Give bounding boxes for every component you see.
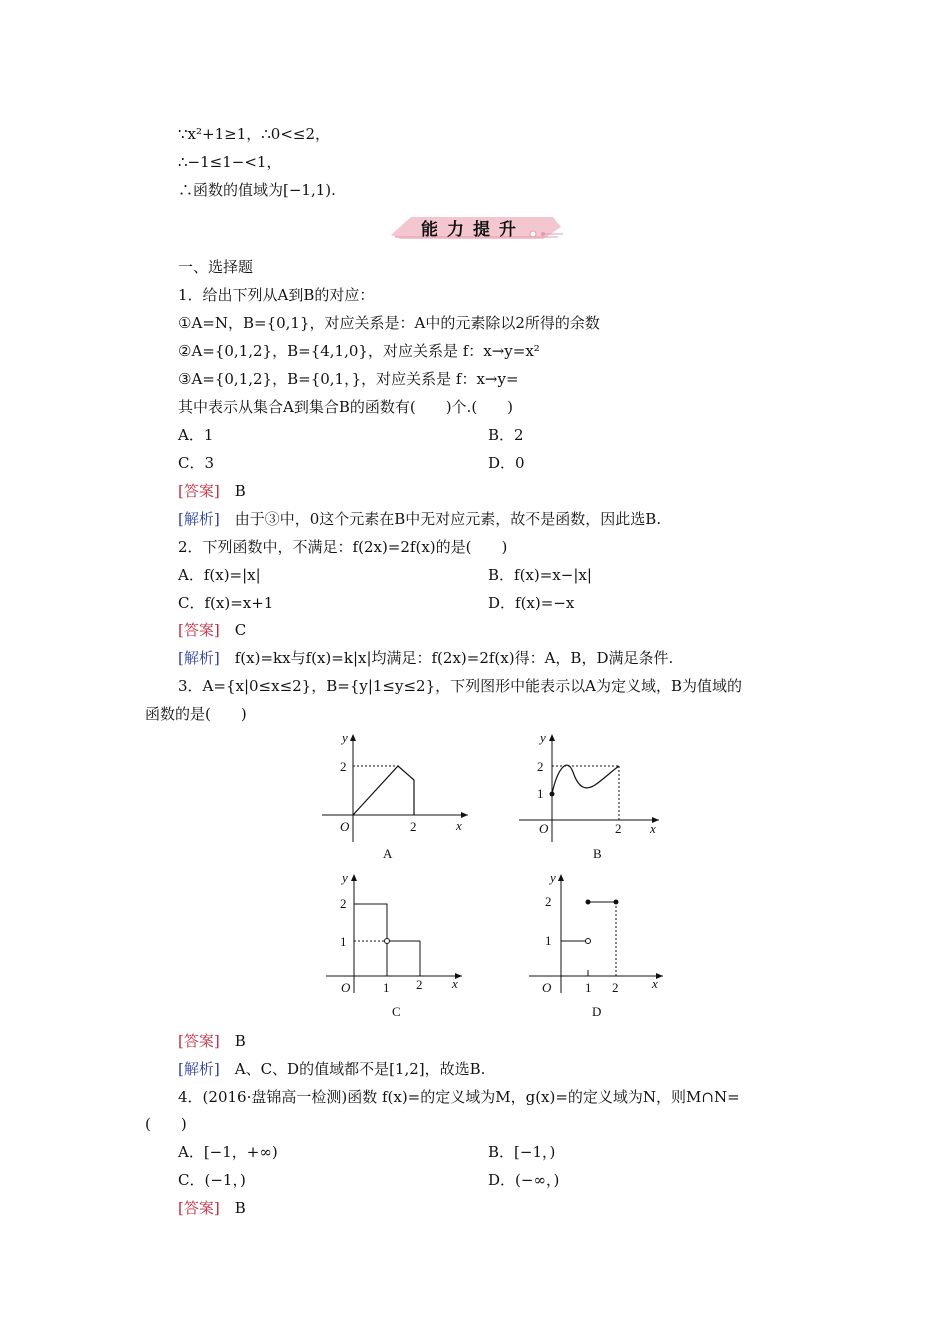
q1-answer: B: [234, 482, 246, 500]
closed-dot: [586, 900, 591, 905]
graph-a-curve: [353, 766, 414, 815]
answer-tag: [答案]: [178, 1199, 220, 1217]
axis-y-label: y: [540, 730, 546, 745]
closed-dot: [550, 792, 555, 797]
q2-analysis-line: [178, 648, 673, 668]
tick-x-1: 1: [585, 980, 592, 995]
tick-y-2: 2: [340, 759, 347, 774]
axis-y-label: y: [550, 870, 556, 885]
q2-answer: C: [234, 621, 247, 639]
graph-c-step-1: [354, 904, 387, 976]
q4-answer-line: [178, 1198, 246, 1218]
section-banner: [383, 213, 563, 243]
q2-option-c: C．f(x)=x+1: [178, 594, 274, 612]
q1-condition-1: ①A=N，B={0,1}，对应关系是：A中的元素除以2所得的余数: [178, 314, 600, 332]
analysis-tag: [解析]: [178, 649, 220, 667]
graph-d-label: D: [592, 1004, 602, 1019]
q4-option-b: B．[−1，): [488, 1143, 556, 1161]
tick-x-2: 2: [612, 980, 619, 995]
graph-a: [318, 730, 478, 865]
answer-tag: [答案]: [178, 1032, 220, 1050]
graph-d: [525, 868, 675, 1020]
q4-option-c: C．(−1，): [178, 1171, 246, 1189]
q4-option-d: D．(−∞，): [488, 1171, 560, 1189]
analysis-tag: [解析]: [178, 1060, 220, 1078]
tick-x-2: 2: [615, 821, 622, 836]
tick-y-1: 1: [537, 786, 544, 801]
q3-stem-line-2: 函数的是( ): [145, 705, 247, 723]
q2-option-d: D．f(x)=−x: [488, 594, 575, 612]
q2-analysis: f(x)=kx与f(x)=k|x|均满足：f(2x)=2f(x)得：A，B，D满足条件.: [234, 649, 674, 667]
q1-stem: 1．给出下列从A到B的对应：: [178, 286, 375, 304]
solution-line-3: ∴函数的值域为[−1,1).: [178, 181, 336, 199]
origin-label: O: [542, 980, 552, 995]
origin-label: O: [539, 821, 549, 836]
q1-condition-2: ②A={0,1,2}，B={4,1,0}，对应关系是 f：x→y=x²: [178, 342, 540, 360]
q1-option-a: A．1: [178, 426, 214, 444]
q1-analysis: 由于③中，0这个元素在B中无对应元素，故不是函数，因此选B.: [234, 510, 662, 528]
answer-tag: [答案]: [178, 621, 220, 639]
q3-answer-line: [178, 1031, 246, 1051]
q1-answer-line: [178, 481, 246, 501]
q1-option-b: B．2: [488, 426, 524, 444]
q1-analysis-line: [178, 509, 661, 529]
q3-analysis: A、C、D的值域都不是[1,2]，故选B.: [234, 1060, 486, 1078]
graph-b-label: B: [593, 846, 602, 861]
graph-b-curve: [552, 765, 619, 794]
origin-label: O: [340, 819, 350, 834]
q3-answer: B: [234, 1032, 246, 1050]
axis-y-label: y: [342, 730, 348, 745]
axis-x-label: x: [452, 976, 458, 991]
q2-option-b: B．f(x)=x−|x|: [488, 566, 592, 584]
q4-stem-line-1: 4．(2016·盘锦高一检测)函数 f(x)=的定义域为M，g(x)=的定义域为N，则M∩N=: [178, 1088, 740, 1106]
banner-title: 能力提升: [421, 220, 525, 240]
tick-y-2: 2: [537, 759, 544, 774]
q1-option-c: C．3: [178, 454, 215, 472]
axis-x-label: x: [456, 818, 462, 833]
open-dot: [586, 939, 591, 944]
tick-y-2: 2: [545, 894, 552, 909]
tick-x-2: 2: [410, 819, 417, 834]
q4-answer: B: [234, 1199, 246, 1217]
graph-c: [322, 868, 472, 1020]
q3-stem-line-1: 3．A={x|0≤x≤2}，B={y|1≤y≤2}，下列图形中能表示以A为定义域，B为值域的: [178, 677, 742, 695]
tick-x-1: 1: [383, 980, 390, 995]
q4-option-a: A．[−1，+∞): [178, 1143, 278, 1161]
tick-y-2: 2: [340, 896, 347, 911]
solution-line-1: ∵x²+1≥1，∴0<≤2，: [178, 125, 331, 143]
axis-y-label: y: [342, 870, 348, 885]
q2-option-a: A．f(x)=|x|: [178, 566, 261, 584]
graph-b: [515, 730, 675, 865]
solution-line-2: ∴−1≤1−<1，: [178, 153, 282, 171]
graph-c-label: C: [392, 1004, 401, 1019]
axis-x-label: x: [652, 976, 658, 991]
q2-answer-line: [178, 620, 246, 640]
q1-option-d: D．0: [488, 454, 525, 472]
q4-stem-line-2: ( ): [145, 1115, 187, 1133]
open-dot: [385, 939, 390, 944]
q1-condition-3: ③A={0,1,2}，B={0,1，}，对应关系是 f：x→y=: [178, 370, 519, 388]
tick-y-1: 1: [340, 934, 347, 949]
section-heading: 一、选择题: [178, 258, 254, 276]
q3-analysis-line: [178, 1059, 485, 1079]
tick-x-2: 2: [416, 977, 423, 992]
axis-x-label: x: [650, 821, 656, 836]
tick-y-1: 1: [545, 933, 552, 948]
analysis-tag: [解析]: [178, 510, 220, 528]
origin-label: O: [341, 980, 351, 995]
graph-a-label: A: [383, 846, 393, 861]
answer-tag: [答案]: [178, 482, 220, 500]
q1-question: 其中表示从集合A到集合B的函数有( )个.( ): [178, 398, 514, 416]
q2-stem: 2．下列函数中，不满足：f(2x)=2f(x)的是( ): [178, 538, 508, 556]
